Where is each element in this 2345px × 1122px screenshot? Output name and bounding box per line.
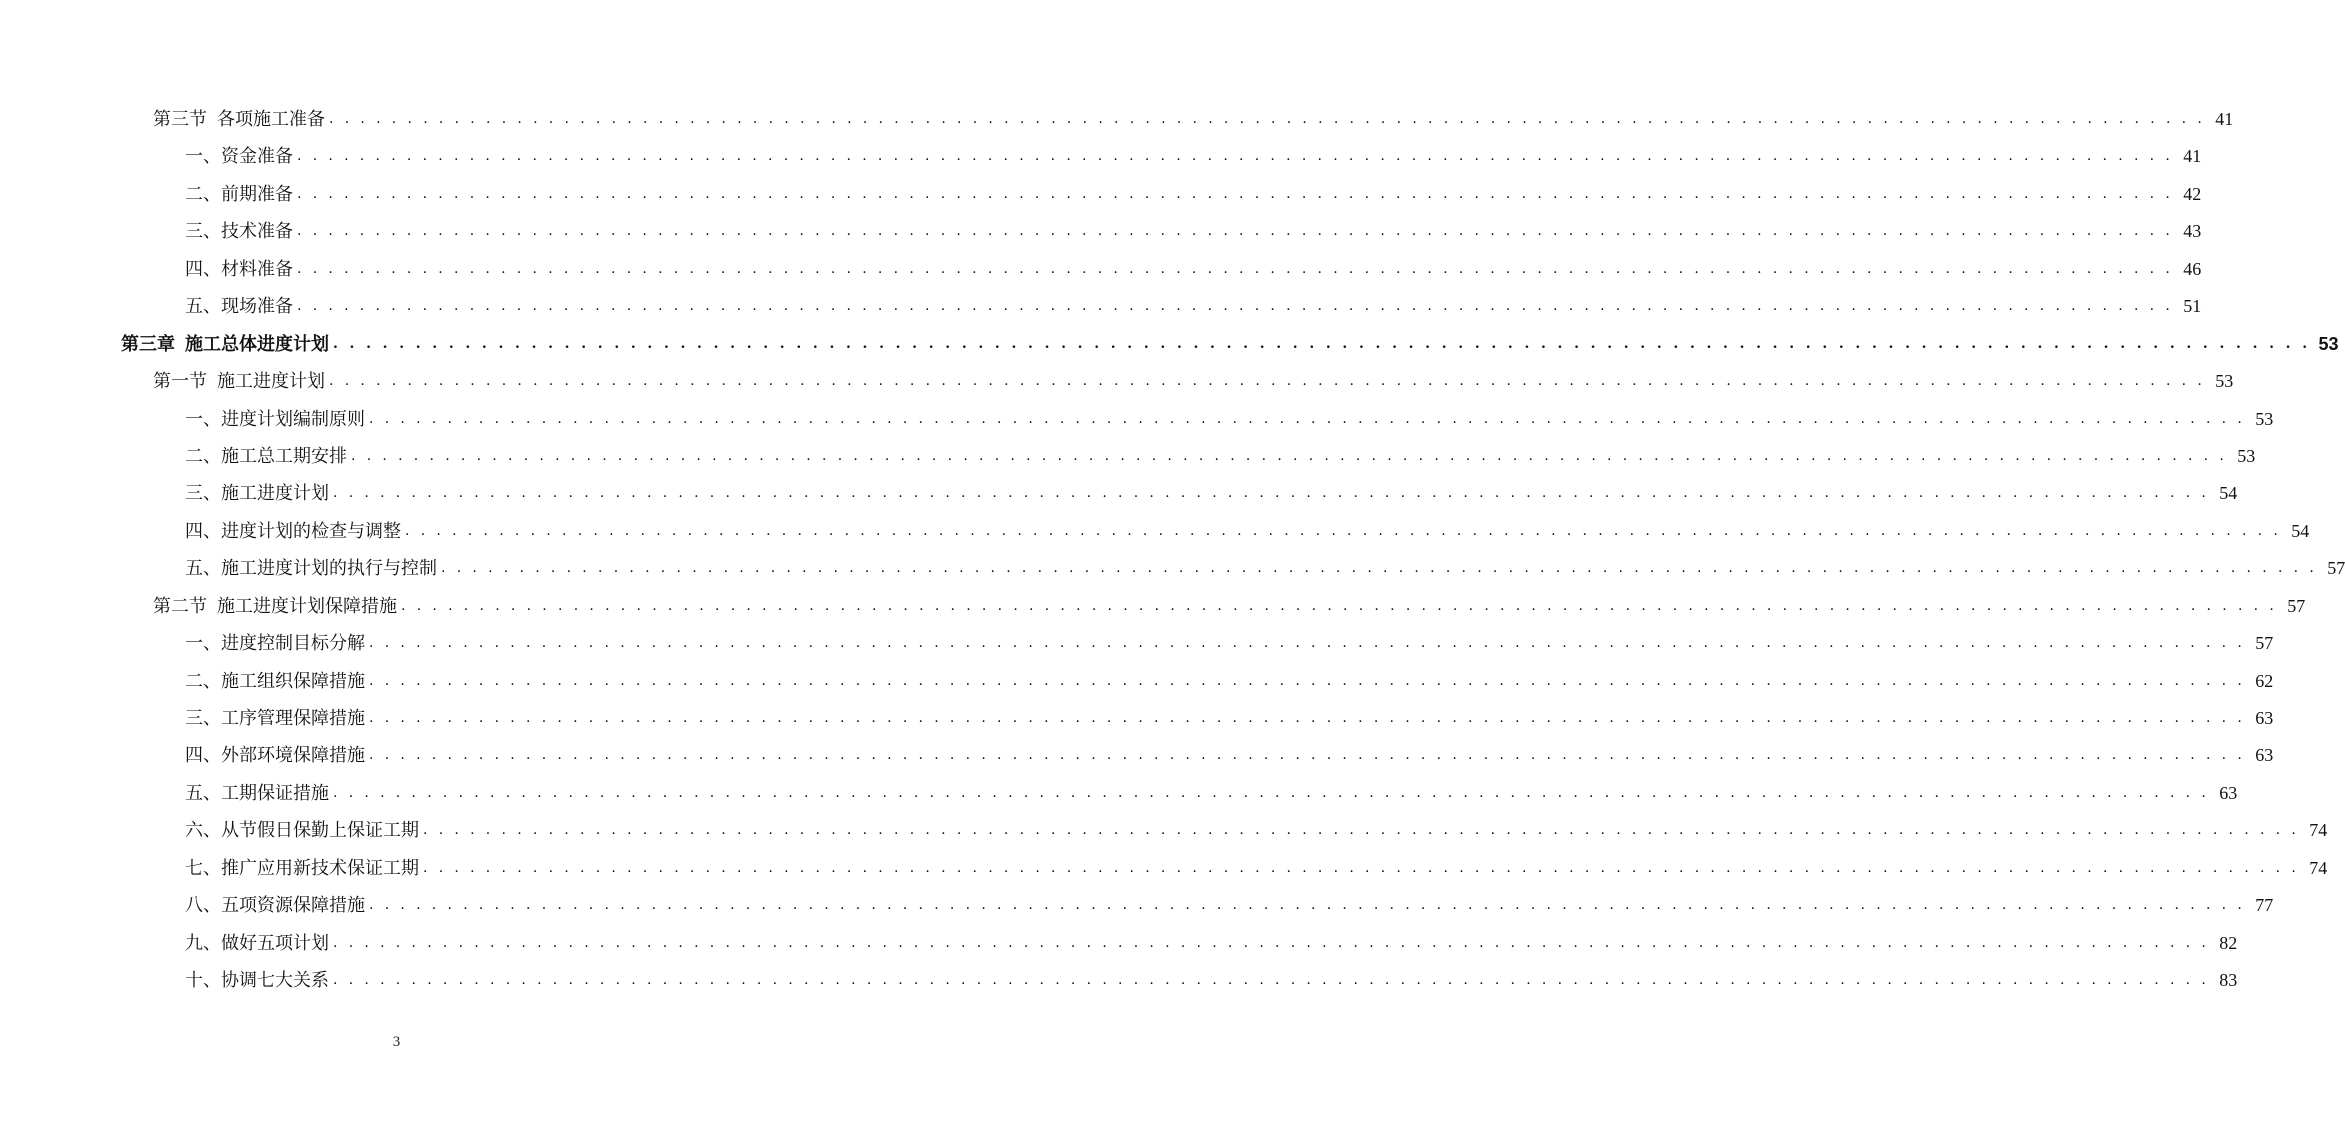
table-of-contents [0, 101, 2345, 1000]
toc-entry[interactable] [0, 138, 2202, 175]
toc-entry-number: 二、 [185, 183, 221, 205]
toc-entry-title: 从节假日保勤上保证工期 [221, 820, 419, 842]
toc-dot-leader: . . . . . . . . . . . . . . . . . . . . . . . . . . . . . . . . . . . . . . . . . . . . . . . . . . . . . . . . . . . . . . . . . . . . . . . . . . . . . . . . . . . . . . . . . . . . . . . . . . . . . . . . . . . . . . . . . . . . . . . . [333, 784, 2210, 801]
toc-entry[interactable] [0, 213, 2202, 250]
toc-entry-number: 四、 [185, 745, 221, 767]
toc-entry-page: 53 [2318, 333, 2339, 354]
toc-entry[interactable] [0, 925, 2238, 962]
page-number: 3 [392, 1034, 401, 1050]
toc-dot-leader: . . . . . . . . . . . . . . . . . . . . . . . . . . . . . . . . . . . . . . . . . . . . . . . . . . . . . . . . . . . . . . . . . . . . . . . . . . . . . . . . . . . . . . . . . . . . . . . . . . . . . . . . . . . . . . . . . . . . . . . . [297, 148, 2174, 165]
toc-dot-leader: . . . . . . . . . . . . . . . . . . . . . . . . . . . . . . . . . . . . . . . . . . . . . . . . . . . . . . . . . . . . . . . . . . . . . . . . . . . . . . . . . . . . . . . . . . . . . . . . . . . . . . . . . . . . . . . . . . . . . . . . [333, 335, 2311, 352]
toc-entry-number: 三、 [185, 221, 221, 243]
toc-entry-title: 资金准备 [221, 146, 293, 168]
toc-entry-page: 62 [2255, 670, 2274, 691]
toc-entry-page: 57 [2327, 558, 2345, 579]
toc-entry-page: 63 [2255, 708, 2274, 728]
toc-entry-title: 施工进度计划保障措施 [217, 595, 397, 617]
toc-entry-title: 进度控制目标分解 [221, 633, 365, 655]
toc-entry-page: 54 [2219, 483, 2238, 504]
toc-entry-title: 施工组织保障措施 [221, 670, 365, 692]
toc-entry[interactable] [0, 887, 2274, 924]
toc-entry-number: 七、 [185, 857, 221, 879]
toc-entry[interactable] [0, 288, 2202, 325]
toc-entry-number: 八、 [185, 895, 221, 917]
toc-entry[interactable] [0, 176, 2202, 213]
toc-entry[interactable] [0, 513, 2310, 550]
toc-entry-title: 施工进度计划 [217, 371, 325, 393]
toc-entry[interactable] [0, 775, 2238, 812]
toc-entry-number: 二、 [185, 670, 221, 692]
toc-entry-page: 41 [2215, 109, 2234, 129]
toc-entry-number: 四、 [185, 520, 221, 542]
toc-entry-title: 施工总体进度计划 [185, 333, 329, 355]
toc-entry-page: 46 [2183, 258, 2202, 279]
toc-entry-page: 57 [2255, 633, 2274, 654]
toc-entry[interactable] [0, 251, 2202, 288]
toc-dot-leader: . . . . . . . . . . . . . . . . . . . . . . . . . . . . . . . . . . . . . . . . . . . . . . . . . . . . . . . . . . . . . . . . . . . . . . . . . . . . . . . . . . . . . . . . . . . . . . . . . . . . . . . . . . . . . . . . . . . . . . . . [333, 934, 2210, 951]
toc-entry-page: 53 [2237, 445, 2256, 466]
toc-entry-page: 42 [2183, 183, 2202, 204]
toc-entry-title: 现场准备 [221, 296, 293, 318]
toc-entry[interactable] [0, 475, 2238, 512]
toc-entry[interactable] [0, 850, 2328, 887]
toc-entry-number: 二、 [185, 445, 221, 467]
toc-dot-leader: . . . . . . . . . . . . . . . . . . . . . . . . . . . . . . . . . . . . . . . . . . . . . . . . . . . . . . . . . . . . . . . . . . . . . . . . . . . . . . . . . . . . . . . . . . . . . . . . . . . . . . . . . . . . . . . . . . . . . . . . [333, 972, 2210, 989]
toc-entry-number: 第三章 [121, 333, 175, 355]
toc-entry-title: 各项施工准备 [217, 109, 325, 130]
toc-entry[interactable] [0, 737, 2274, 774]
toc-dot-leader: . . . . . . . . . . . . . . . . . . . . . . . . . . . . . . . . . . . . . . . . . . . . . . . . . . . . . . . . . . . . . . . . . . . . . . . . . . . . . . . . . . . . . . . . . . . . . . . . . . . . . . . . . . . . . . . . . . . . . . . . [329, 111, 2206, 127]
toc-entry-page: 74 [2309, 857, 2328, 878]
toc-entry-title: 施工总工期安排 [221, 445, 347, 467]
toc-entry-title: 协调七大关系 [221, 970, 329, 992]
toc-dot-leader: . . . . . . . . . . . . . . . . . . . . . . . . . . . . . . . . . . . . . . . . . . . . . . . . . . . . . . . . . . . . . . . . . . . . . . . . . . . . . . . . . . . . . . . . . . . . . . . . . . . . . . . . . . . . . . . . . . . . . . . . [369, 635, 2246, 652]
toc-entry-number: 五、 [185, 296, 221, 318]
toc-entry-number: 三、 [185, 708, 221, 729]
toc-entry[interactable] [0, 326, 2339, 363]
toc-entry-title: 进度计划的检查与调整 [221, 520, 401, 542]
toc-entry-page: 74 [2309, 820, 2328, 841]
toc-entry-number: 五、 [185, 782, 221, 804]
toc-entry-page: 83 [2219, 970, 2238, 991]
toc-dot-leader: . . . . . . . . . . . . . . . . . . . . . . . . . . . . . . . . . . . . . . . . . . . . . . . . . . . . . . . . . . . . . . . . . . . . . . . . . . . . . . . . . . . . . . . . . . . . . . . . . . . . . . . . . . . . . . . . . . . . . . . . [441, 560, 2318, 577]
toc-entry-page: 63 [2255, 745, 2274, 766]
toc-entry[interactable] [0, 700, 2274, 737]
toc-entry[interactable] [0, 401, 2274, 438]
toc-entry[interactable] [0, 363, 2234, 400]
toc-entry[interactable] [0, 101, 2234, 138]
toc-entry-title: 工期保证措施 [221, 782, 329, 804]
toc-entry-page: 77 [2255, 895, 2274, 916]
toc-dot-leader: . . . . . . . . . . . . . . . . . . . . . . . . . . . . . . . . . . . . . . . . . . . . . . . . . . . . . . . . . . . . . . . . . . . . . . . . . . . . . . . . . . . . . . . . . . . . . . . . . . . . . . . . . . . . . . . . . . . . . . . . [405, 522, 2282, 539]
toc-entry-page: 54 [2291, 520, 2310, 541]
toc-entry-number: 五、 [185, 558, 221, 580]
toc-entry-page: 53 [2255, 408, 2274, 429]
toc-dot-leader: . . . . . . . . . . . . . . . . . . . . . . . . . . . . . . . . . . . . . . . . . . . . . . . . . . . . . . . . . . . . . . . . . . . . . . . . . . . . . . . . . . . . . . . . . . . . . . . . . . . . . . . . . . . . . . . . . . . . . . . . [329, 373, 2206, 390]
toc-dot-leader: . . . . . . . . . . . . . . . . . . . . . . . . . . . . . . . . . . . . . . . . . . . . . . . . . . . . . . . . . . . . . . . . . . . . . . . . . . . . . . . . . . . . . . . . . . . . . . . . . . . . . . . . . . . . . . . . . . . . . . . . [423, 822, 2300, 839]
toc-dot-leader: . . . . . . . . . . . . . . . . . . . . . . . . . . . . . . . . . . . . . . . . . . . . . . . . . . . . . . . . . . . . . . . . . . . . . . . . . . . . . . . . . . . . . . . . . . . . . . . . . . . . . . . . . . . . . . . . . . . . . . . . [297, 260, 2174, 277]
toc-entry-title: 做好五项计划 [221, 932, 329, 954]
toc-dot-leader: . . . . . . . . . . . . . . . . . . . . . . . . . . . . . . . . . . . . . . . . . . . . . . . . . . . . . . . . . . . . . . . . . . . . . . . . . . . . . . . . . . . . . . . . . . . . . . . . . . . . . . . . . . . . . . . . . . . . . . . . [401, 597, 2278, 614]
toc-entry[interactable] [0, 812, 2328, 849]
toc-dot-leader: . . . . . . . . . . . . . . . . . . . . . . . . . . . . . . . . . . . . . . . . . . . . . . . . . . . . . . . . . . . . . . . . . . . . . . . . . . . . . . . . . . . . . . . . . . . . . . . . . . . . . . . . . . . . . . . . . . . . . . . . [351, 447, 2228, 464]
toc-entry-title: 五项资源保障措施 [221, 895, 365, 917]
toc-entry[interactable] [0, 962, 2238, 999]
toc-entry-page: 57 [2287, 595, 2306, 616]
toc-entry-title: 进度计划编制原则 [221, 408, 365, 430]
toc-entry-number: 第一节 [153, 371, 207, 393]
toc-dot-leader: . . . . . . . . . . . . . . . . . . . . . . . . . . . . . . . . . . . . . . . . . . . . . . . . . . . . . . . . . . . . . . . . . . . . . . . . . . . . . . . . . . . . . . . . . . . . . . . . . . . . . . . . . . . . . . . . . . . . . . . . [369, 710, 2246, 726]
toc-dot-leader: . . . . . . . . . . . . . . . . . . . . . . . . . . . . . . . . . . . . . . . . . . . . . . . . . . . . . . . . . . . . . . . . . . . . . . . . . . . . . . . . . . . . . . . . . . . . . . . . . . . . . . . . . . . . . . . . . . . . . . . . [297, 185, 2174, 202]
toc-entry-page: 82 [2219, 932, 2238, 953]
toc-entry[interactable] [0, 625, 2274, 662]
toc-dot-leader: . . . . . . . . . . . . . . . . . . . . . . . . . . . . . . . . . . . . . . . . . . . . . . . . . . . . . . . . . . . . . . . . . . . . . . . . . . . . . . . . . . . . . . . . . . . . . . . . . . . . . . . . . . . . . . . . . . . . . . . . [369, 747, 2246, 764]
toc-entry-title: 外部环境保障措施 [221, 745, 365, 767]
toc-entry-number: 第三节 [153, 109, 207, 130]
toc-entry-page: 51 [2183, 296, 2202, 317]
toc-entry-title: 施工进度计划 [221, 483, 329, 505]
toc-entry[interactable] [0, 438, 2256, 475]
toc-entry[interactable] [0, 550, 2345, 587]
toc-entry-page: 53 [2215, 371, 2234, 392]
toc-entry-number: 十、 [185, 970, 221, 992]
toc-entry[interactable] [0, 663, 2274, 700]
toc-entry-title: 推广应用新技术保证工期 [221, 857, 419, 879]
toc-dot-leader: . . . . . . . . . . . . . . . . . . . . . . . . . . . . . . . . . . . . . . . . . . . . . . . . . . . . . . . . . . . . . . . . . . . . . . . . . . . . . . . . . . . . . . . . . . . . . . . . . . . . . . . . . . . . . . . . . . . . . . . . [369, 897, 2246, 914]
toc-entry-title: 前期准备 [221, 183, 293, 205]
toc-entry[interactable] [0, 588, 2306, 625]
toc-entry-page: 43 [2183, 221, 2202, 242]
toc-entry-number: 第二节 [153, 595, 207, 617]
toc-entry-number: 一、 [185, 408, 221, 430]
toc-entry-page: 41 [2183, 146, 2202, 167]
toc-entry-title: 技术准备 [221, 221, 293, 243]
toc-entry-number: 三、 [185, 483, 221, 505]
toc-entry-number: 九、 [185, 932, 221, 954]
toc-dot-leader: . . . . . . . . . . . . . . . . . . . . . . . . . . . . . . . . . . . . . . . . . . . . . . . . . . . . . . . . . . . . . . . . . . . . . . . . . . . . . . . . . . . . . . . . . . . . . . . . . . . . . . . . . . . . . . . . . . . . . . . . [297, 223, 2174, 240]
toc-entry-number: 四、 [185, 258, 221, 280]
toc-entry-number: 一、 [185, 146, 221, 168]
toc-dot-leader: . . . . . . . . . . . . . . . . . . . . . . . . . . . . . . . . . . . . . . . . . . . . . . . . . . . . . . . . . . . . . . . . . . . . . . . . . . . . . . . . . . . . . . . . . . . . . . . . . . . . . . . . . . . . . . . . . . . . . . . . [423, 859, 2300, 876]
toc-entry-title: 施工进度计划的执行与控制 [221, 558, 437, 580]
toc-dot-leader: . . . . . . . . . . . . . . . . . . . . . . . . . . . . . . . . . . . . . . . . . . . . . . . . . . . . . . . . . . . . . . . . . . . . . . . . . . . . . . . . . . . . . . . . . . . . . . . . . . . . . . . . . . . . . . . . . . . . . . . . [333, 485, 2210, 502]
toc-entry-number: 六、 [185, 820, 221, 842]
toc-dot-leader: . . . . . . . . . . . . . . . . . . . . . . . . . . . . . . . . . . . . . . . . . . . . . . . . . . . . . . . . . . . . . . . . . . . . . . . . . . . . . . . . . . . . . . . . . . . . . . . . . . . . . . . . . . . . . . . . . . . . . . . . [297, 298, 2174, 315]
toc-entry-title: 工序管理保障措施 [221, 708, 365, 729]
toc-entry-title: 材料准备 [221, 258, 293, 280]
toc-entry-number: 一、 [185, 633, 221, 655]
toc-dot-leader: . . . . . . . . . . . . . . . . . . . . . . . . . . . . . . . . . . . . . . . . . . . . . . . . . . . . . . . . . . . . . . . . . . . . . . . . . . . . . . . . . . . . . . . . . . . . . . . . . . . . . . . . . . . . . . . . . . . . . . . . [369, 672, 2246, 689]
toc-dot-leader: . . . . . . . . . . . . . . . . . . . . . . . . . . . . . . . . . . . . . . . . . . . . . . . . . . . . . . . . . . . . . . . . . . . . . . . . . . . . . . . . . . . . . . . . . . . . . . . . . . . . . . . . . . . . . . . . . . . . . . . . [369, 410, 2246, 427]
toc-entry-page: 63 [2219, 782, 2238, 803]
